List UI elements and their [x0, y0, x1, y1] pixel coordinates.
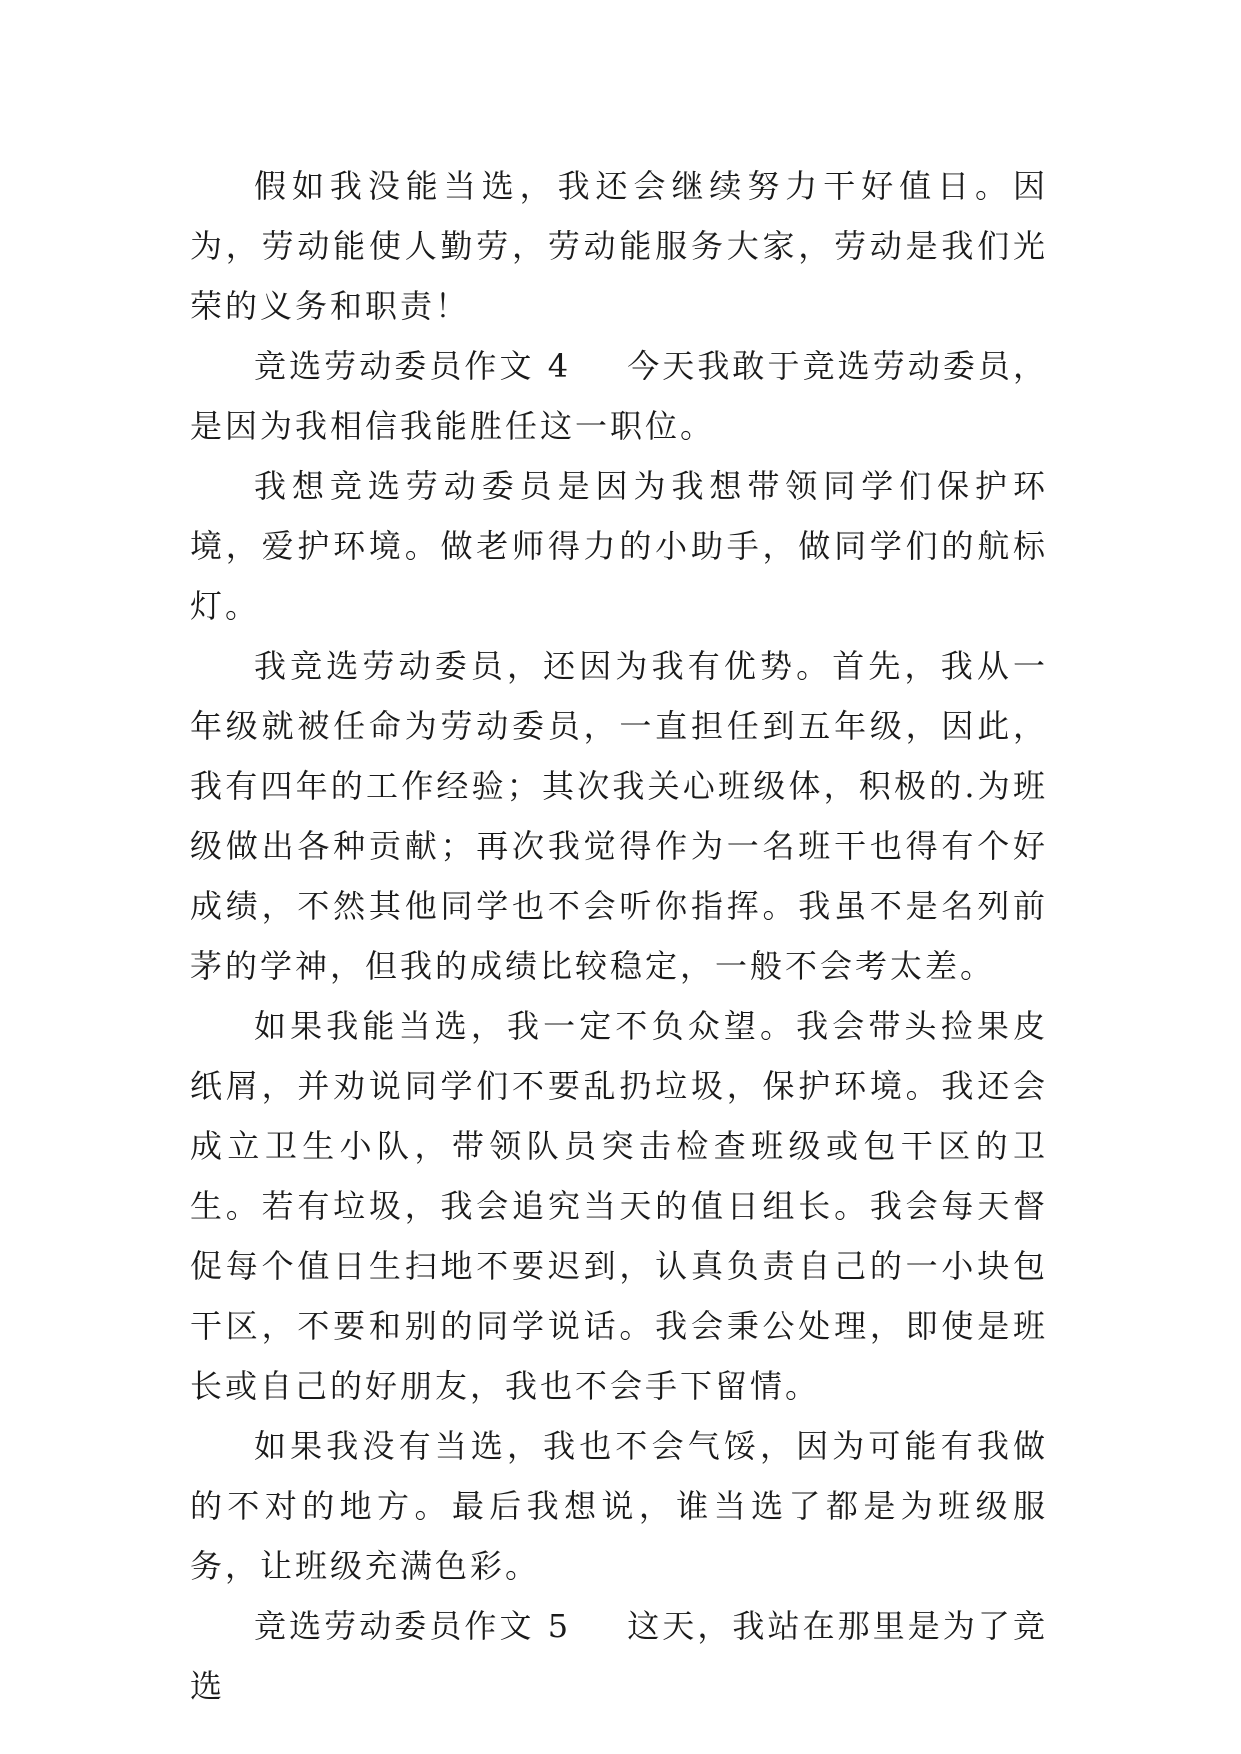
paragraph-6 [190, 1416, 1048, 1596]
paragraph-text: 假如我没能当选，我还会继续努力干好值日。因为，劳动能使人勤劳，劳动能服务大家，劳动是我们光荣的义务和职责！ [190, 167, 1048, 325]
paragraph-text: 我竞选劳动委员，还因为我有优势。首先，我从一年级就被任命为劳动委员，一直担任到五年级，因此，我有四年的工作经验；其次我关心班级体，积极的.为班级做出各种贡献；再次我觉得作为一名班干也得有个好成绩，不然其他同学也不会听你指挥。我虽不是名列前茅的学神，但我的成绩比较稳定，一般不会考太差。 [190, 647, 1048, 985]
paragraph-text: 如果我没有当选，我也不会气馁，因为可能有我做的不对的地方。最后我想说，谁当选了都是为班级服务，让班级充满色彩。 [190, 1427, 1048, 1585]
document-body [190, 156, 1048, 1716]
essay-heading-5: 竞选劳动委员作文 5 [254, 1607, 572, 1645]
paragraph-3 [190, 456, 1048, 636]
paragraph-1 [190, 156, 1048, 336]
paragraph-text: 我想竞选劳动委员是因为我想带领同学们保护环境，爱护环境。做老师得力的小助手，做同学们的航标灯。 [190, 467, 1048, 625]
paragraph-text: 这天，我站在那里是为了竞选 [190, 1607, 1048, 1705]
paragraph-4 [190, 636, 1048, 996]
paragraph-text: 如果我能当选，我一定不负众望。我会带头捡果皮纸屑，并劝说同学们不要乱扔垃圾，保护环境。我还会成立卫生小队，带领队员突击检查班级或包干区的卫生。若有垃圾，我会追究当天的值日组长。我会每天督促每个值日生扫地不要迟到，认真负责自己的一小块包干区，不要和别的同学说话。我会秉公处理，即使是班长或自己的好朋友，我也不会手下留情。 [190, 1007, 1048, 1405]
paragraph-7 [190, 1596, 1048, 1716]
paragraph-text: 今天我敢于竞选劳动委员，是因为我相信我能胜任这一职位。 [190, 347, 1048, 445]
paragraph-5 [190, 996, 1048, 1416]
essay-heading-4: 竞选劳动委员作文 4 [254, 347, 572, 385]
paragraph-2 [190, 336, 1048, 456]
